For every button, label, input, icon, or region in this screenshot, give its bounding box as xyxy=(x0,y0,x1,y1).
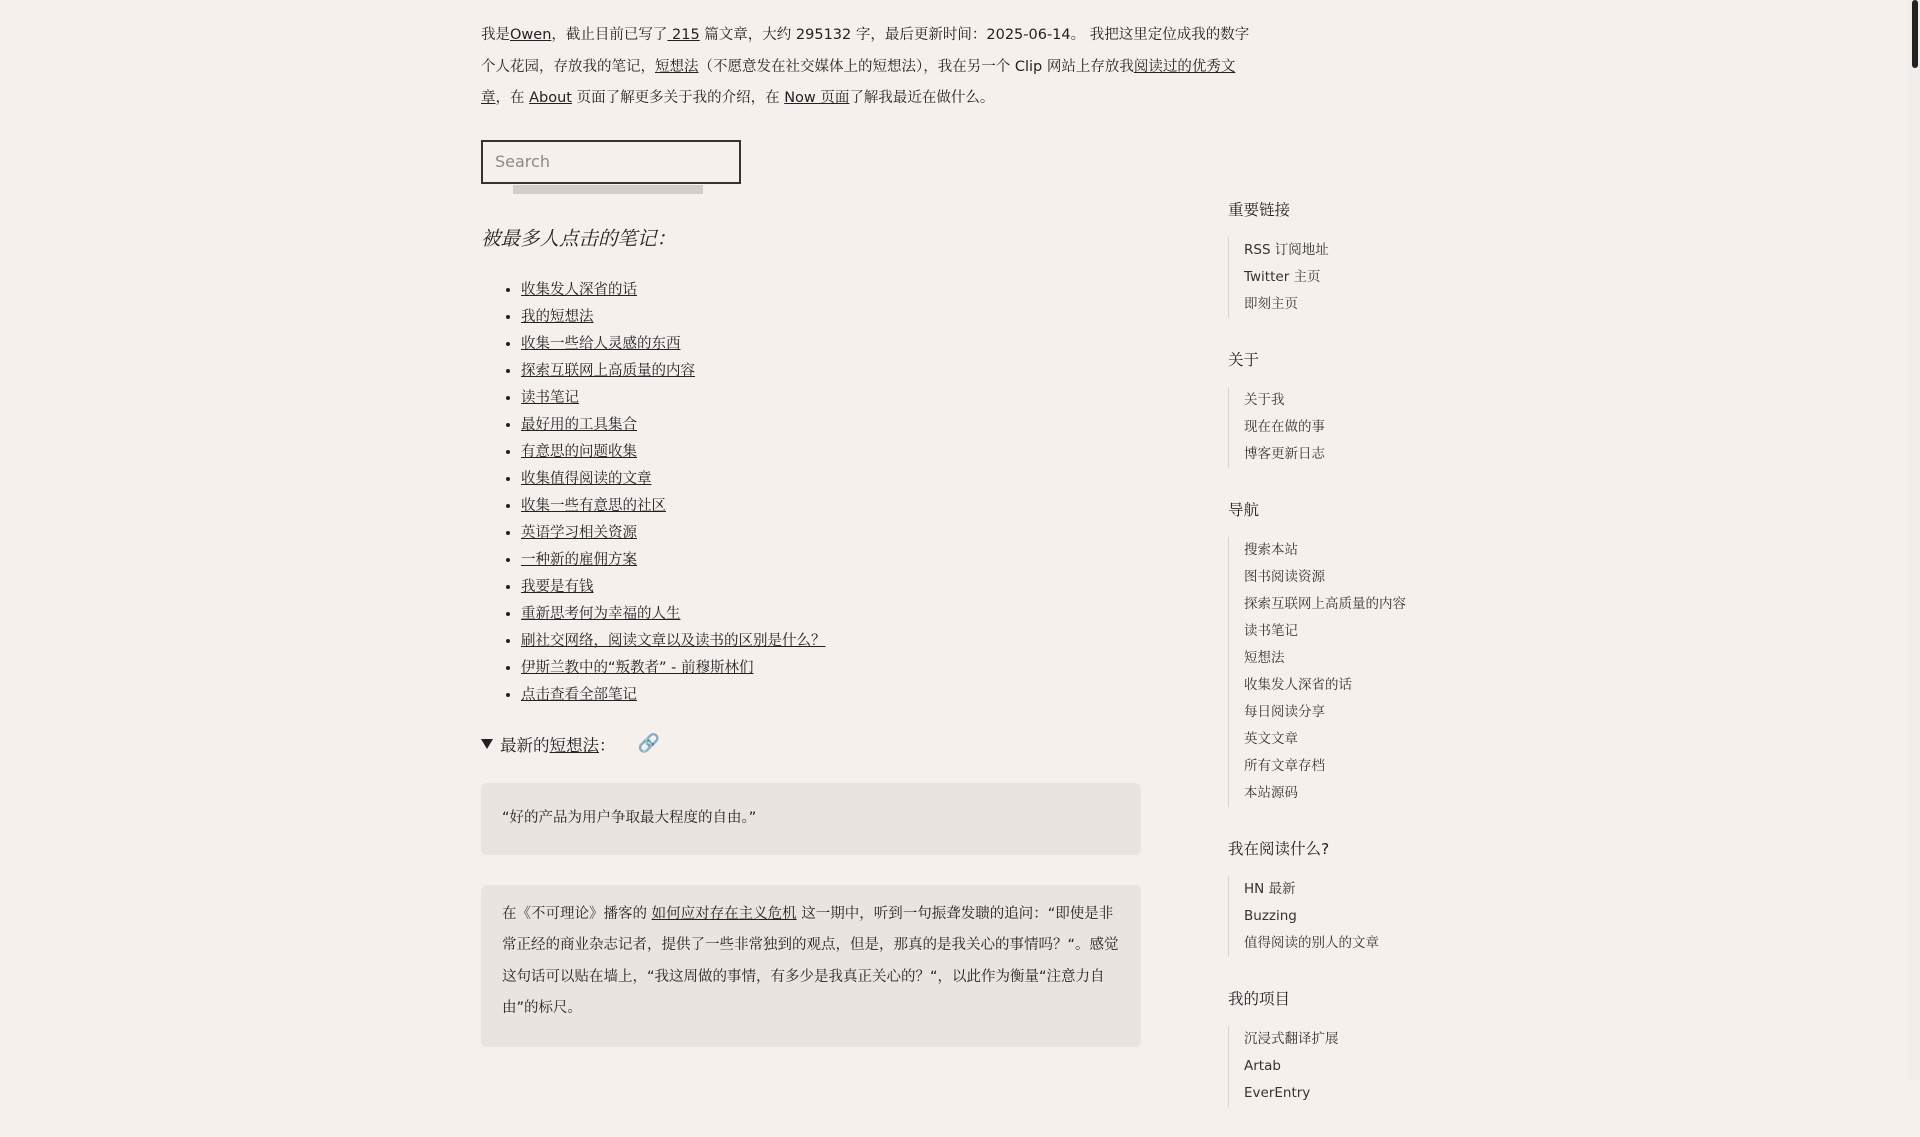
list-item xyxy=(521,304,1261,331)
note-link[interactable]: 刷社交网络，阅读文章以及读书的区别是什么？ xyxy=(521,632,826,649)
sidebar-list xyxy=(1228,876,1438,957)
list-item xyxy=(521,574,1261,601)
intro-text: ，在 xyxy=(495,90,530,106)
sidebar-list xyxy=(1228,537,1438,807)
sidebar-item-source-code[interactable]: 本站源码 xyxy=(1244,785,1298,801)
note-link[interactable]: 收集一些有意思的社区 xyxy=(521,497,666,514)
sidebar-item-changelog[interactable]: 博客更新日志 xyxy=(1244,446,1325,462)
sidebar-item-everentry[interactable]: EverEntry xyxy=(1244,1085,1311,1101)
latest-short-thoughts-link[interactable]: 短想法 xyxy=(549,735,599,755)
popular-notes-list xyxy=(481,277,1261,709)
list-item xyxy=(521,358,1261,385)
sidebar xyxy=(1228,198,1438,1137)
sidebar-section-title: 重要链接 xyxy=(1228,201,1291,219)
note-link[interactable]: 有意思的问题收集 xyxy=(521,443,637,460)
note-link[interactable]: 最好用的工具集合 xyxy=(521,416,637,433)
note-link[interactable]: 收集发人深省的话 xyxy=(521,281,637,298)
sidebar-section-about xyxy=(1228,348,1438,468)
owner-link[interactable]: Owen xyxy=(510,27,552,43)
sidebar-item-hn[interactable]: HN 最新 xyxy=(1244,881,1296,897)
sidebar-item-immersive-translate[interactable]: 沉浸式翻译扩展 xyxy=(1244,1031,1339,1047)
list-item xyxy=(521,385,1261,412)
sidebar-item-about-me[interactable]: 关于我 xyxy=(1244,392,1285,408)
list-item xyxy=(521,277,1261,304)
note-link[interactable]: 重新思考何为幸福的人生 xyxy=(521,605,681,622)
article-count-link[interactable]: 215 xyxy=(667,27,700,43)
about-link[interactable]: About xyxy=(529,90,572,106)
note-link[interactable]: 收集一些给人灵感的东西 xyxy=(521,335,681,352)
search-box xyxy=(481,140,741,195)
popular-notes-title: 被最多人点击的笔记： xyxy=(481,226,677,250)
sidebar-item-explore[interactable]: 探索互联网上高质量的内容 xyxy=(1244,596,1406,612)
scrollbar-thumb[interactable] xyxy=(1912,0,1918,68)
thought-text: 这一期中，听到一句振聋发聩的追问：“即使是非常正经的商业杂志记者，提供了一些非常独到的观点，但是，那真的是我关心的事情吗？“。感觉这句话可以贴在墙上，“我这周做的事情，有多少是我真正关心的？“，以此作为衡量“注意力自由”的标尺。 xyxy=(502,905,1119,1016)
latest-prefix: 最新的 xyxy=(500,735,550,755)
search-input[interactable] xyxy=(481,140,741,184)
list-item xyxy=(521,412,1261,439)
sidebar-list xyxy=(1228,237,1438,318)
list-item xyxy=(521,466,1261,493)
sidebar-section-title: 关于 xyxy=(1228,351,1260,369)
note-link[interactable]: 收集值得阅读的文章 xyxy=(521,470,652,487)
podcast-episode-link[interactable]: 如何应对存在主义危机 xyxy=(651,905,797,922)
intro-text: 篇文章，大约 295132 字，最后更新时间：2025-06-14。 我把这里定位成我的数字个人花园，存放我的笔记， xyxy=(481,27,1250,75)
latest-suffix: ： xyxy=(599,735,616,755)
sidebar-item-archive[interactable]: 所有文章存档 xyxy=(1244,758,1325,774)
sidebar-item-books[interactable]: 图书阅读资源 xyxy=(1244,569,1325,585)
disclosure-triangle-icon[interactable] xyxy=(481,739,493,749)
list-item xyxy=(521,628,1261,655)
sidebar-section-important-links xyxy=(1228,198,1438,318)
now-page-link[interactable]: Now 页面 xyxy=(784,90,850,106)
intro-text: 我是 xyxy=(481,27,510,43)
link-icon[interactable]: 🔗 xyxy=(637,733,660,754)
list-item xyxy=(521,520,1261,547)
list-item xyxy=(521,682,1261,709)
intro-text: （不愿意发在社交媒体上的短想法），我在另一个 Clip 网站上存放我 xyxy=(698,58,1134,75)
list-item xyxy=(521,439,1261,466)
intro-text: ，截止目前已写了 xyxy=(551,27,668,43)
sidebar-item-jike[interactable]: 即刻主页 xyxy=(1244,296,1298,312)
sidebar-item-english-articles[interactable]: 英文文章 xyxy=(1244,731,1298,747)
note-link[interactable]: 我要是有钱 xyxy=(521,578,594,595)
thought-text: 在《不可理论》播客的 xyxy=(502,905,652,922)
note-link[interactable]: 伊斯兰教中的“叛教者” - 前穆斯林们 xyxy=(521,659,754,676)
list-item xyxy=(521,493,1261,520)
search-results-placeholder xyxy=(513,185,703,194)
list-item xyxy=(521,547,1261,574)
note-link[interactable]: 一种新的雇佣方案 xyxy=(521,551,637,568)
intro-paragraph xyxy=(481,20,1261,115)
sidebar-list xyxy=(1228,387,1438,468)
sidebar-section-reading xyxy=(1228,837,1438,957)
note-link[interactable]: 我的短想法 xyxy=(521,308,594,325)
sidebar-item-artab[interactable]: Artab xyxy=(1244,1058,1281,1074)
all-notes-link[interactable]: 点击查看全部笔记 xyxy=(521,686,637,703)
note-link[interactable]: 英语学习相关资源 xyxy=(521,524,637,541)
list-item xyxy=(521,601,1261,628)
list-item xyxy=(521,331,1261,358)
sidebar-item-buzzing[interactable]: Buzzing xyxy=(1244,908,1297,924)
sidebar-item-daily-reading[interactable]: 每日阅读分享 xyxy=(1244,704,1325,720)
sidebar-item-search[interactable]: 搜索本站 xyxy=(1244,542,1298,558)
sidebar-section-title: 我的项目 xyxy=(1228,990,1291,1008)
note-link[interactable]: 探索互联网上高质量的内容 xyxy=(521,362,695,379)
sidebar-item-reading-notes[interactable]: 读书笔记 xyxy=(1244,623,1298,639)
sidebar-list xyxy=(1228,1026,1438,1107)
latest-thoughts-toggle[interactable] xyxy=(481,732,1261,756)
intro-text: 页面了解更多关于我的介绍，在 xyxy=(571,90,785,106)
sidebar-section-navigation xyxy=(1228,498,1438,807)
main-content xyxy=(481,20,1261,1047)
sidebar-section-title: 我在阅读什么? xyxy=(1228,840,1330,858)
sidebar-item-short-thoughts[interactable]: 短想法 xyxy=(1244,650,1285,666)
sidebar-item-quotes[interactable]: 收集发人深省的话 xyxy=(1244,677,1352,693)
sidebar-section-title: 导航 xyxy=(1228,501,1260,519)
note-link[interactable]: 读书笔记 xyxy=(521,389,579,406)
thought-card xyxy=(481,885,1141,1047)
short-thoughts-link[interactable]: 短想法 xyxy=(655,58,699,75)
scrollbar[interactable] xyxy=(1908,0,1920,1080)
sidebar-section-projects xyxy=(1228,987,1438,1107)
sidebar-item-twitter[interactable]: Twitter 主页 xyxy=(1244,269,1321,285)
intro-text: 了解我最近在做什么。 xyxy=(849,90,995,106)
sidebar-item-rss[interactable]: RSS 订阅地址 xyxy=(1244,242,1329,258)
thought-card xyxy=(481,783,1141,855)
thought-text: “好的产品为用户争取最大程度的自由。” xyxy=(502,809,757,826)
sidebar-item-others-articles[interactable]: 值得阅读的别人的文章 xyxy=(1244,935,1379,951)
sidebar-item-now[interactable]: 现在在做的事 xyxy=(1244,419,1325,435)
clip-articles-link[interactable]: 阅读过的优秀文章 xyxy=(481,58,1236,106)
list-item xyxy=(521,655,1261,682)
